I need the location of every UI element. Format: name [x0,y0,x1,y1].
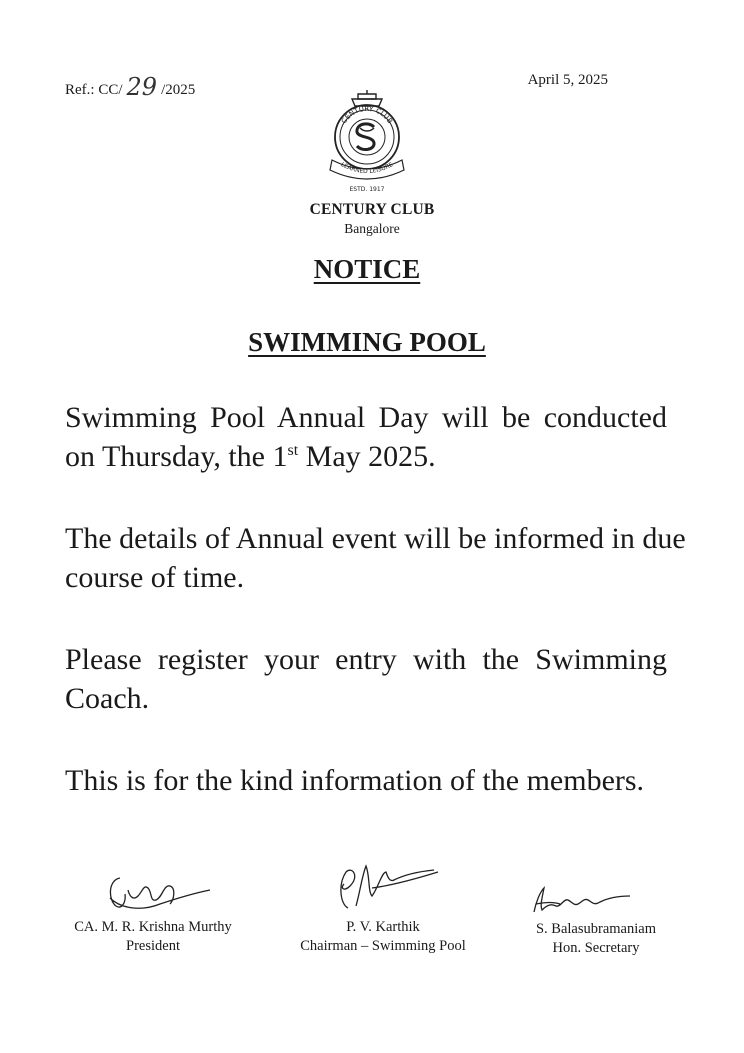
ref-suffix: /2025 [161,82,196,98]
svg-text:ESTD. 1917: ESTD. 1917 [349,186,385,193]
ref-prefix: Ref.: CC/ [65,82,123,98]
paragraph-details: The details of Annual event will be informed in due course of time. [65,522,686,594]
club-name: CENTURY CLUB [309,201,435,218]
paragraph-register: Please register your entry with the Swimming Coach. [65,643,667,715]
signatory-name: CA. M. R. Krishna Murthy [74,919,232,935]
signature-secretary [528,884,632,918]
signatory-title: President [126,938,180,954]
svg-text:LEARNED LEISURE: LEARNED LEISURE [339,161,395,176]
svg-text:CENTURY CLUB: CENTURY CLUB [339,104,395,126]
signatory-name: P. V. Karthik [346,919,420,935]
paragraph-annual-day [65,398,667,476]
signatory-name: S. Balasubramaniam [535,921,656,937]
reference-number [65,72,195,100]
club-city: Bangalore [344,221,400,236]
notice-heading: NOTICE [313,254,421,284]
ref-handwritten-number: 29 [126,73,158,101]
notice-subject: SWIMMING POOL [248,327,486,357]
signatory-chairman [283,918,483,956]
signatory-title: Hon. Secretary [552,940,640,956]
notice-date: April 5, 2025 [527,72,608,88]
signatory-title: Chairman – Swimming Pool [300,938,466,954]
signature-chairman [332,860,442,916]
paragraph-information: This is for the kind information of the members. [65,764,645,797]
paragraph-annual-day-text: Swimming Pool Annual Day will be conducted on Thursday, the 1 [65,401,667,473]
century-club-emblem [322,90,412,194]
signatory-secretary [496,920,696,958]
signatory-president [53,918,253,956]
signature-president [98,868,214,920]
date-ordinal-suffix: st [287,442,299,459]
paragraph-annual-day-date: May 2025. [298,440,436,473]
